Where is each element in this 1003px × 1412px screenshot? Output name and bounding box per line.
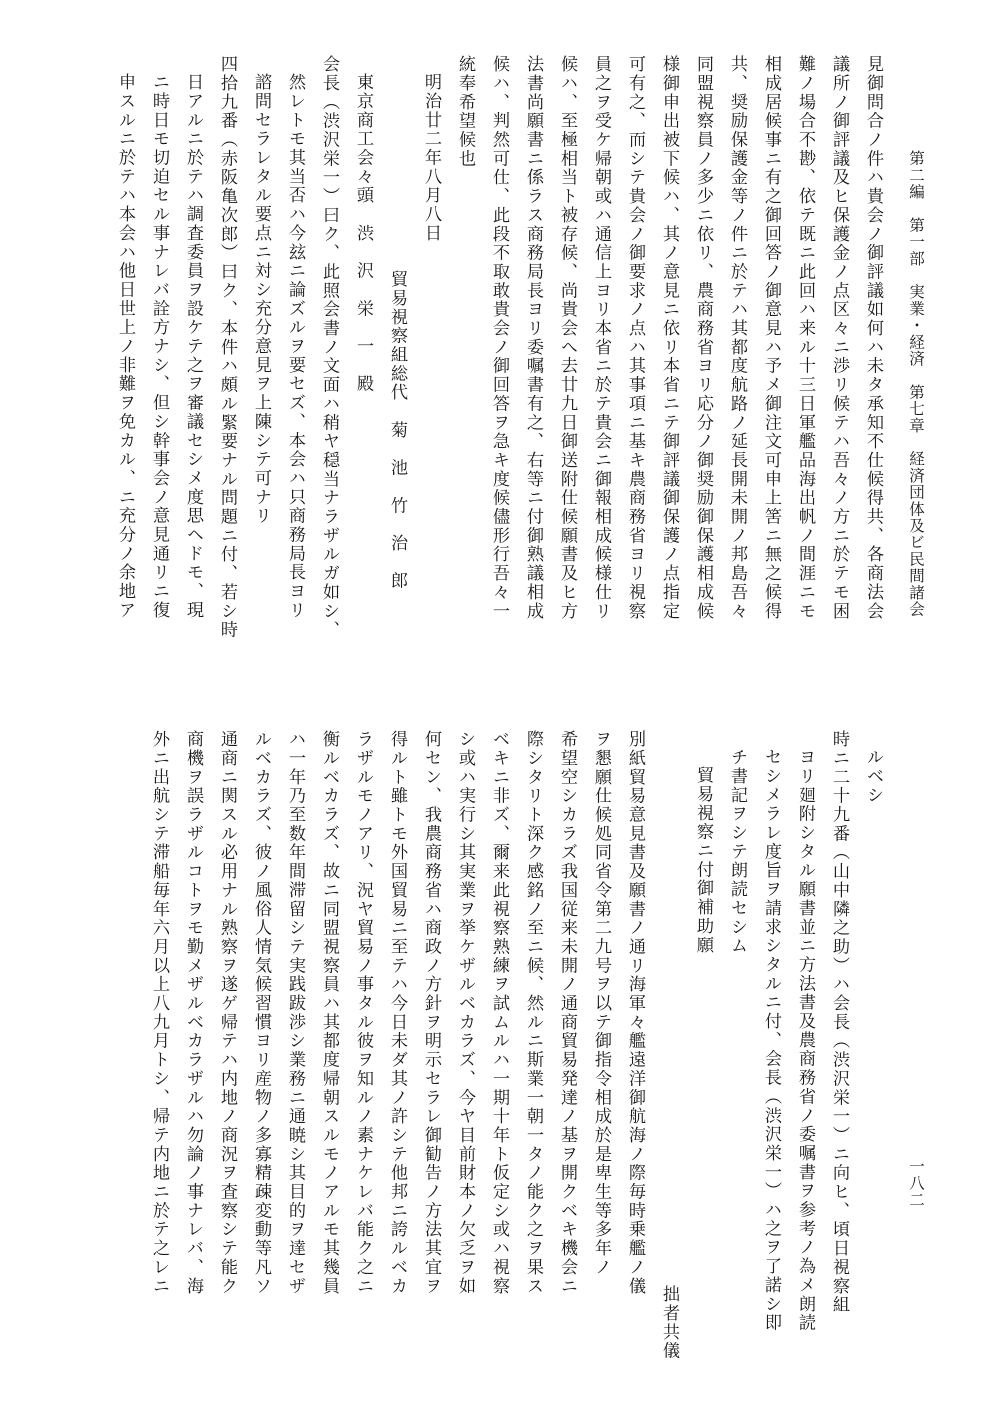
addressee-line: 東京商工会々頭 渋 沢 栄 一 殿 [353,73,373,394]
text-line: 議所ノ御評議及ヒ保護金ノ点区々ニ渉リ候テハ吾々ノ方ニ於テモ困 [829,55,849,621]
text-line: 際シタリト深ク感銘ノ至ニ候、然ルニ斯業一朝一タノ能ク之ヲ果ス [523,730,543,1296]
text-line: 員之ヲ受ケ帰朝或ハ通信上ヨリ本省ニ於テ貴会ニ御報相成候様仕リ [591,55,611,621]
text-line: 難ノ場合不尠、依テ既ニ此回ハ来ル十三日軍艦品海出帆ノ間涯ニモ [795,55,815,621]
text-line: ニ時日モ切迫セル事ナレバ詮方ナシ、但シ幹事会ノ意見通リニ復 [149,73,169,620]
date-line: 明治廿二年八月八日 [421,73,441,243]
text-line: 何セン、我農商務省ハ商政ノ方針ヲ明示セラレ御勧告ノ方法其宜ヲ [421,730,441,1296]
text-line: ベキニ非ズ、爾来此視察熟練ヲ試ムルハ一期十年ト仮定シ或ハ視察 [489,730,509,1296]
text-line: 会長（渋沢栄一）曰ク、此照会書ノ文面ハ稍ヤ穏当ナラザルガ如シ、 [319,55,339,640]
text-line: 共、奨励保護金等ノ件ニ於テハ其都度航路ノ延長開未開ノ邦島吾々 [727,55,747,621]
text-line: ルベカラズ、彼ノ風俗人情気候習慣ヨリ産物ノ多寡精疎変動等凡ソ [251,730,271,1296]
text-line: チ書記ヲシテ朗読セシム [727,748,747,956]
text-line: ヲ懇願仕候処同省令第二九号ヲ以テ御指令相成於是卑生等多年ノ [591,730,611,1277]
text-line: 統奉希望候也 [455,55,475,169]
text-line: 申スルニ於テハ本会ハ他日世上ノ非難ヲ免カル、ニ充分ノ余地ア [115,73,135,620]
text-line: 通商ニ関スル必用ナル熟察ヲ遂ゲ帰テハ内地ノ商況ヲ査察シテ能ク [217,730,237,1296]
text-line: 別紙貿易意見書及願書ノ通リ海軍々艦遠洋御航海ノ際毎時乗艦ノ儀 [625,730,645,1296]
text-line: 候ハ、判然可仕、此段不取敢貴会ノ御回答ヲ急キ度候儘形行吾々一 [489,55,509,621]
text-line: 四拾九番（赤阪亀次郎）曰ク、本件ハ頗ル緊要ナル問題ニ付、若シ時 [217,55,237,640]
petition-heading: 貿易視察ニ付御補助願 [693,766,713,955]
text-line: ヨリ廻附シタル願書並ニ方法書及農商務省ノ委嘱書ヲ参考ノ為メ朗読 [795,748,815,1333]
text-line: 日アルニ於テハ調査委員ヲ設ケテ之ヲ審議セシメ度思ヘドモ、現 [183,73,203,620]
text-line: 候ハ、至極相当ト被存候、尚貴会へ去廿九日御送附仕候願書及ヒ方 [557,55,577,621]
text-line: 可有之、而シテ貴会ノ御要求ノ点ハ其事項ニ基キ農商務省ヨリ視察 [625,55,645,621]
text-line: 然レトモ其当否ハ今玆ニ論ズルヲ要セズ、本会ハ只商務局長ヨリ [285,73,305,620]
text-line: 希望空シカラズ我国従来未開ノ通商貿易発達ノ基ヲ開クベキ機会ニ [557,730,577,1296]
text-line: 外ニ出航シテ滞船毎年六月以上八九月トシ、帰テ内地ニ於テ之レニ [149,730,169,1296]
text-line: 諮問セラレタル要点ニ対シ充分意見ヲ上陳シテ可ナリ [251,73,271,526]
text-line: セシメラレ度旨ヲ請求シタルニ付、会長（渋沢栄一）ハ之ヲ了諾シ即 [761,748,781,1333]
text-line: ハ一年乃至数年間滞留シテ実践跋渉シ業務ニ通暁シ其目的ヲ達セザ [285,730,305,1296]
text-block-upper [100,55,890,685]
text-line: ラザルモノアリ、況ヤ貿易ノ事タル彼ヲ知ルノ素ナケレバ能ク之ニ [353,730,373,1296]
text-line: 様御申出被下候ハ、其ノ意見ニ依リ本省ニテ御評議御保護ノ点指定 [659,55,679,621]
running-head: 第二編 第一部 実業・経済 第七章 経済団体及ビ民間諸会 [907,150,925,618]
text-line: ルベシ [863,748,883,805]
text-block-lower [100,730,890,1360]
text-line: 商機ヲ誤ラザルコトヲモ勤メザルベカラザルハ勿論ノ事ナレバ、海 [183,730,203,1296]
petition-signatory: 拙者共儀 [659,1284,679,1360]
text-line: 同盟視察員ノ多少ニ依リ、農商務省ヨリ応分ノ御奨励御保護相成候 [693,55,713,621]
text-line: 得ルト雖トモ外国貿易ニ至テハ今日未ダ其ノ許シテ他邦ニ誇ルベカ [387,730,407,1296]
page-number: 一八二 [907,1158,925,1209]
text-line: シ或ハ実行シ其実業ヲ挙ケザルベカラズ、今ヤ目前財本ノ欠乏ヲ如 [455,730,475,1296]
text-line: 相成居候事ニ有之御回答ノ御意見ハ予メ御注文可申上筈ニ無之候得 [761,55,781,621]
text-line: 見御問合ノ件ハ貴会ノ御評議如何ハ未タ承知不仕候得共、各商法会 [863,55,883,621]
text-line: 時ニ二十九番（山中隣之助）ハ会長（渋沢栄一）ニ向ヒ、頃日視察組 [829,730,849,1315]
signature-line: 貿易視察組総代 菊 池 竹 治 郎 [387,270,407,591]
text-line: 衡ルベカラズ、故ニ同盟視察員ハ其都度帰朝スルモノアルモ其幾員 [319,730,339,1296]
text-line: 法書尚願書ニ係ラス商務局長ヨリ委嘱書有之、右等ニ付御熟議相成 [523,55,543,621]
